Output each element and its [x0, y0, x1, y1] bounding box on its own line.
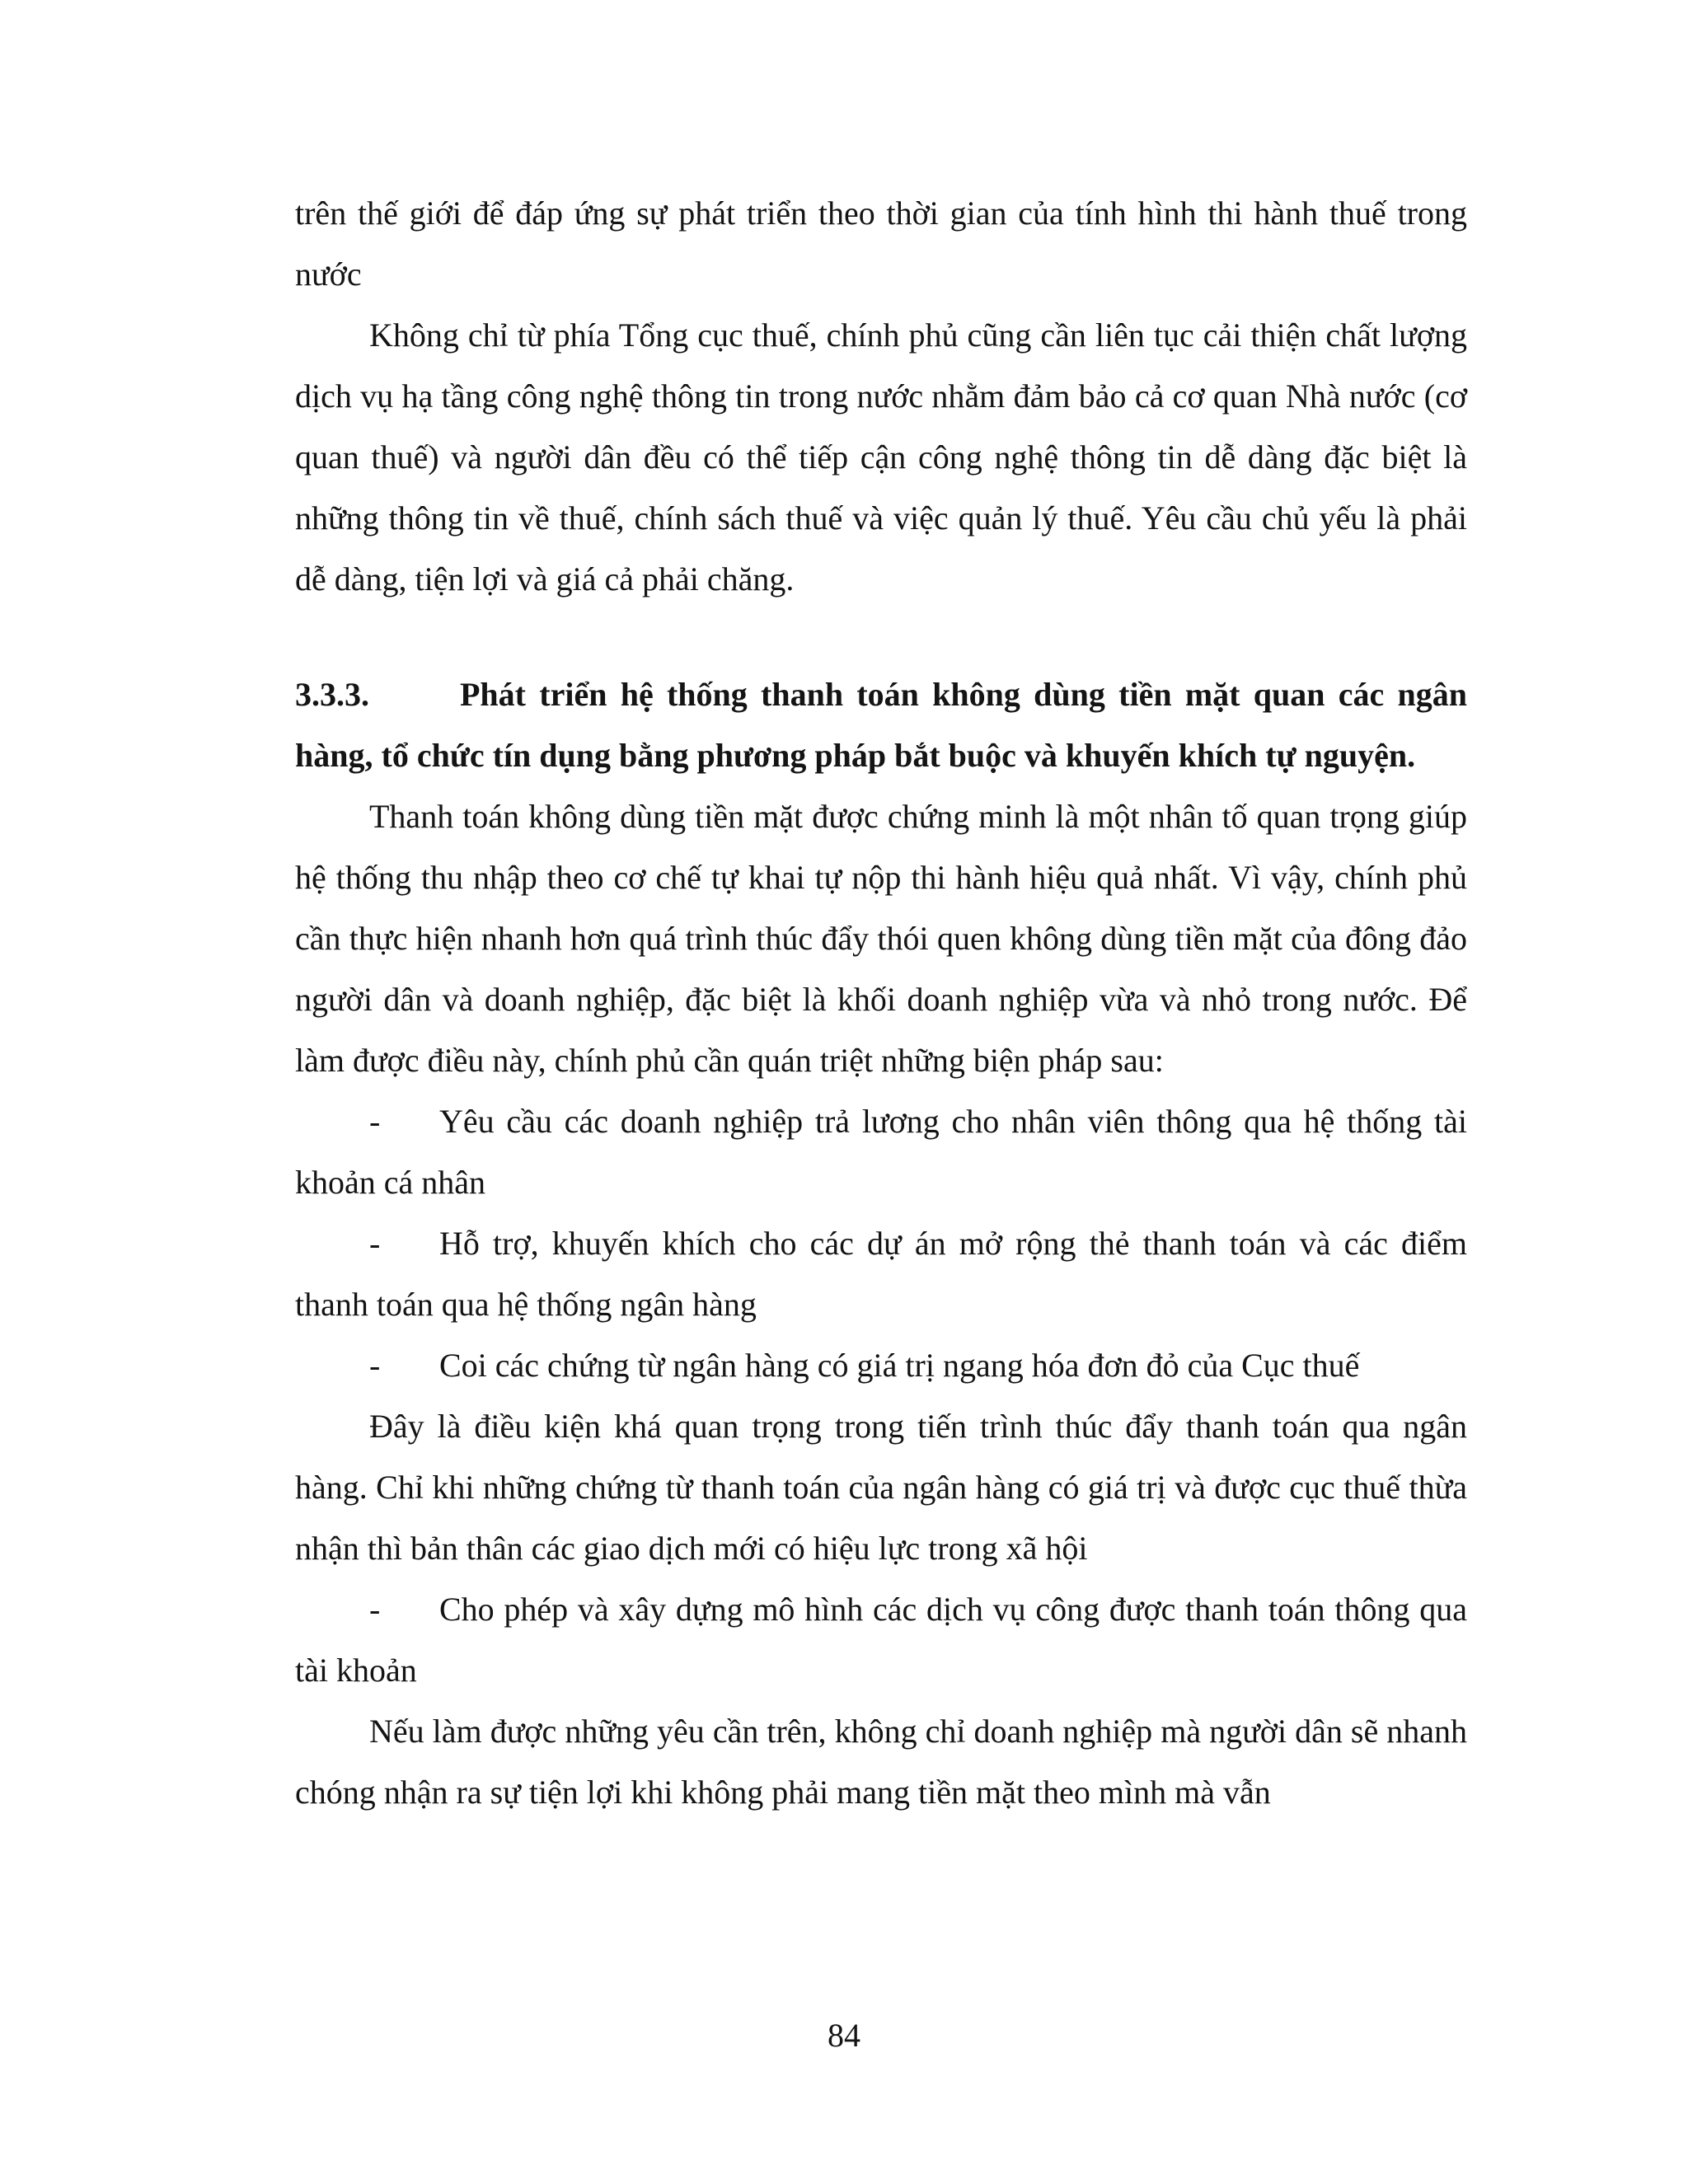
page-number: 84	[828, 2017, 860, 2054]
paragraph-conclusion: Nếu làm được những yêu cần trên, không chỉ doanh nghiệp mà người dân sẽ nhanh chóng nhận ra sự tiện lợi khi không phải mang tiền mặt theo mình mà vẫn	[295, 1713, 1467, 1811]
paragraph-cashless-intro: Thanh toán không dùng tiền mặt được chứng minh là một nhân tố quan trọng giúp hệ thống thu nhập theo cơ chế tự khai tự nộp thi hành hiệu quả nhất. Vì vậy, chính phủ cần thực hiện nhanh hơn quá trình thúc đẩy thói quen không dùng tiền mặt của đông đảo người dân và doanh nghiệp, đặc biệt là khối doanh nghiệp vừa và nhỏ trong nước. Để làm được điều này, chính phủ cần quán triệt những biện pháp sau:	[295, 798, 1467, 1079]
list-item	[295, 1091, 1467, 1213]
bullet-dash: -	[369, 1103, 381, 1140]
bullet-dash: -	[369, 1591, 381, 1628]
list-item-text: Hỗ trợ, khuyến khích cho các dự án mở rộng thẻ thanh toán và các điểm thanh toán qua hệ thống ngân hàng	[295, 1225, 1467, 1323]
section-title: Phát triển hệ thống thanh toán không dùng tiền mặt quan các ngân hàng, tổ chức tín dụng bằng phương pháp bắt buộc và khuyến khích tự nguyện.	[295, 676, 1467, 774]
list-item	[295, 1213, 1467, 1335]
bullet-dash: -	[369, 1225, 381, 1262]
section-heading	[295, 664, 1467, 786]
paragraph-infrastructure: Không chỉ từ phía Tổng cục thuế, chính phủ cũng cần liên tục cải thiện chất lượng dịch vụ hạ tầng công nghệ thông tin trong nước nhằm đảm bảo cả cơ quan Nhà nước (cơ quan thuế) và người dân đều có thể tiếp cận công nghệ thông tin dễ dàng đặc biệt là những thông tin về thuế, chính sách thuế và việc quản lý thuế. Yêu cầu chủ yếu là phải dễ dàng, tiện lợi và giá cả phải chăng.	[295, 316, 1467, 598]
list-item-text: Cho phép và xây dựng mô hình các dịch vụ công được thanh toán thông qua tài khoản	[295, 1591, 1467, 1689]
page-body	[295, 183, 1467, 1823]
section-number: 3.3.3.	[295, 676, 369, 713]
list-item-text: Coi các chứng từ ngân hàng có giá trị ngang hóa đơn đỏ của Cục thuế	[439, 1347, 1360, 1384]
bullet-dash: -	[369, 1347, 381, 1384]
list-item	[295, 1335, 1467, 1396]
paragraph-bank-documents: Đây là điều kiện khá quan trọng trong tiến trình thúc đẩy thanh toán qua ngân hàng. Chỉ khi những chứng từ thanh toán của ngân hàng có giá trị và được cục thuế thừa nhận thì bản thân các giao dịch mới có hiệu lực trong xã hội	[295, 1408, 1467, 1567]
list-item	[295, 1579, 1467, 1701]
paragraph-continuation: trên thế giới để đáp ứng sự phát triển theo thời gian của tính hình thi hành thuế trong nước	[295, 194, 1467, 293]
list-item-text: Yêu cầu các doanh nghiệp trả lương cho nhân viên thông qua hệ thống tài khoản cá nhân	[295, 1103, 1467, 1201]
